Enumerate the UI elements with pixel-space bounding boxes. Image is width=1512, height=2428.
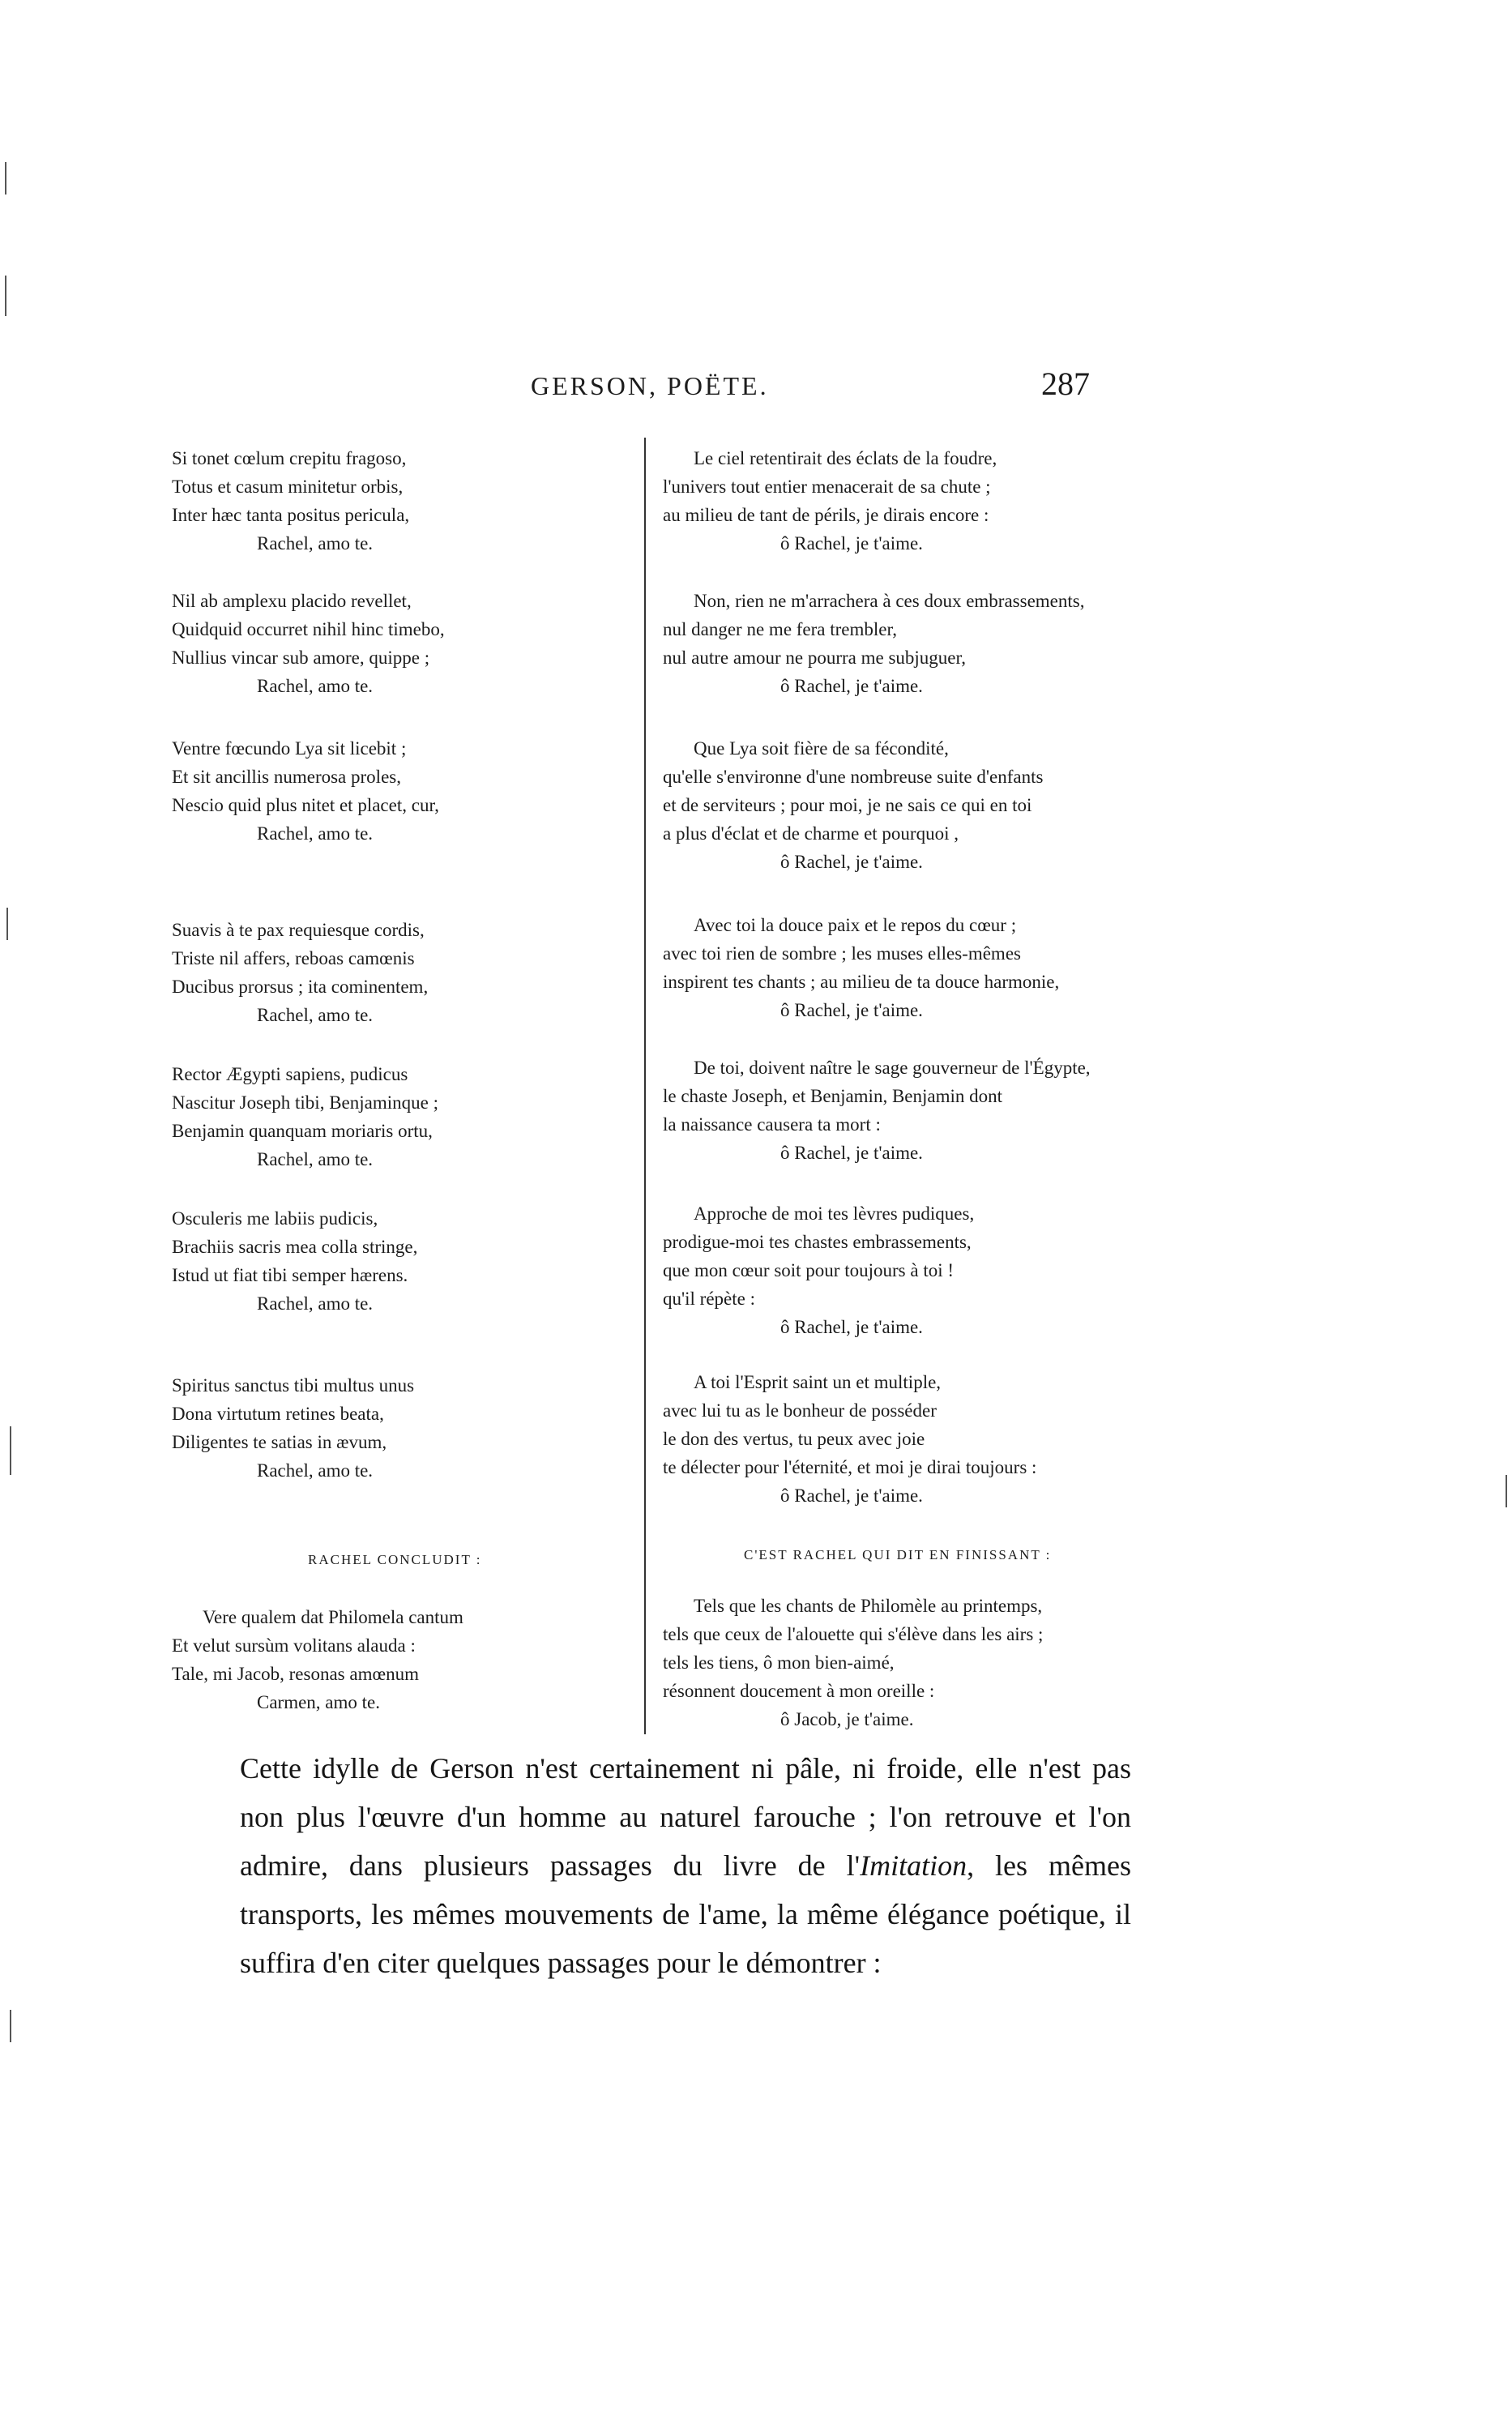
- verse-line: que mon cœur soit pour toujours à toi !: [663, 1260, 955, 1280]
- verse-line: Spiritus sanctus tibi multus unus: [172, 1375, 415, 1396]
- verse-line: Benjamin quanquam moriaris ortu,: [172, 1121, 433, 1141]
- latin-stanza-7: [172, 1371, 553, 1485]
- verse-line: Istud ut fiat tibi semper hærens.: [172, 1265, 408, 1285]
- refrain-line: Rachel, amo te.: [257, 1460, 374, 1481]
- verse-line: A toi l'Esprit saint un et multiple,: [694, 1372, 942, 1392]
- verse-line: Totus et casum minitetur orbis,: [172, 477, 404, 497]
- refrain-line: ô Jacob, je t'aime.: [780, 1709, 914, 1729]
- verse-line: inspirent tes chants ; au milieu de ta douce harmonie,: [663, 972, 1060, 992]
- verse-line: nul danger ne me fera trembler,: [663, 619, 897, 639]
- verse-line: avec toi rien de sombre ; les muses elles-mêmes: [663, 943, 1021, 964]
- refrain-line: ô Rachel, je t'aime.: [780, 852, 923, 872]
- french-stanza-5: [663, 1054, 1181, 1167]
- verse-line: qu'elle s'environne d'une nombreuse suite d'enfants: [663, 767, 1044, 787]
- verse-line: Suavis à te pax requiesque cordis,: [172, 920, 425, 940]
- verse-line: Rector Ægypti sapiens, pudicus: [172, 1064, 408, 1084]
- refrain-line: Rachel, amo te.: [257, 533, 374, 554]
- latin-stanza-4: [172, 916, 553, 1029]
- verse-line: Tels que les chants de Philomèle au printemps,: [694, 1596, 1043, 1616]
- verse-line: prodigue-moi tes chastes embrassements,: [663, 1232, 972, 1252]
- verse-line: Nescio quid plus nitet et placet, cur,: [172, 795, 439, 815]
- latin-conclusion-heading: [172, 1548, 553, 1572]
- verse-line: tels que ceux de l'alouette qui s'élève dans les airs ;: [663, 1624, 1044, 1644]
- latin-stanza-5: [172, 1060, 553, 1173]
- verse-line: Le ciel retentirait des éclats de la foudre,: [694, 448, 997, 468]
- page-number: 287: [1041, 365, 1090, 402]
- verse-line: a plus d'éclat et de charme et pourquoi ,: [663, 823, 959, 844]
- french-stanza-6: [663, 1199, 1181, 1341]
- french-stanza-1: [663, 444, 1181, 558]
- verse-line: Et velut sursùm volitans alauda :: [172, 1635, 416, 1656]
- refrain-line: ô Rachel, je t'aime.: [780, 1317, 923, 1337]
- verse-line: tels les tiens, ô mon bien-aimé,: [663, 1652, 895, 1673]
- verse-line: et de serviteurs ; pour moi, je ne sais ce qui en toi: [663, 795, 1032, 815]
- verse-line: Nil ab amplexu placido revellet,: [172, 591, 412, 611]
- latin-stanza-6: [172, 1204, 553, 1318]
- verse-line: Nascitur Joseph tibi, Benjaminque ;: [172, 1092, 438, 1113]
- commentary-text: [240, 1744, 1131, 1987]
- scan-edge-mark: [10, 2010, 11, 2042]
- latin-stanza-1: [172, 444, 553, 558]
- refrain-line: Rachel, amo te.: [257, 1149, 374, 1169]
- refrain-line: Rachel, amo te.: [257, 1293, 374, 1314]
- commentary-paragraph: [240, 1744, 1131, 1987]
- verse-line: Diligentes te satias in ævum,: [172, 1432, 387, 1452]
- verse-line: Tale, mi Jacob, resonas amœnum: [172, 1664, 419, 1684]
- scan-edge-mark: [5, 276, 6, 316]
- verse-line: avec lui tu as le bonheur de posséder: [663, 1400, 937, 1421]
- verse-line: Inter hæc tanta positus pericula,: [172, 505, 410, 525]
- scan-edge-mark: [5, 162, 6, 194]
- scan-edge-mark: [10, 1426, 11, 1475]
- french-stanza-7: [663, 1368, 1181, 1510]
- refrain-line: ô Rachel, je t'aime.: [780, 676, 923, 696]
- latin-conclusion: [172, 1603, 553, 1716]
- verse-line: Que Lya soit fière de sa fécondité,: [694, 738, 949, 759]
- verse-line: te délecter pour l'éternité, et moi je dirai toujours :: [663, 1457, 1037, 1477]
- french-conclusion-heading: [663, 1543, 1181, 1567]
- scan-edge-mark: [1506, 1475, 1507, 1507]
- refrain-line: ô Rachel, je t'aime.: [780, 1000, 923, 1020]
- refrain-line: ô Rachel, je t'aime.: [780, 1485, 923, 1506]
- french-stanza-4: [663, 911, 1181, 1024]
- verse-line: la naissance causera ta mort :: [663, 1114, 881, 1135]
- verse-line: l'univers tout entier menacerait de sa chute ;: [663, 477, 991, 497]
- verse-line: Avec toi la douce paix et le repos du cœur ;: [694, 915, 1017, 935]
- verse-line: Approche de moi tes lèvres pudiques,: [694, 1203, 975, 1224]
- verse-line: Dona virtutum retines beata,: [172, 1404, 384, 1424]
- verse-line: Osculeris me labiis pudicis,: [172, 1208, 378, 1229]
- refrain-line: Rachel, amo te.: [257, 823, 374, 844]
- running-title: GERSON, POËTE.: [531, 371, 769, 400]
- verse-line: De toi, doivent naître le sage gouverneur de l'Égypte,: [694, 1058, 1091, 1078]
- verse-line: qu'il répète :: [663, 1289, 755, 1309]
- refrain-line: Carmen, amo te.: [257, 1692, 381, 1712]
- refrain-line: ô Rachel, je t'aime.: [780, 1143, 923, 1163]
- refrain-line: Rachel, amo te.: [257, 1005, 374, 1025]
- verse-line: Non, rien ne m'arrachera à ces doux embrassements,: [694, 591, 1085, 611]
- commentary-after-title: , les mêmes transports, les mêmes mouvements de l'ame, la même élégance poétique, il suffira d'en citer quelques passages pour le démontrer :: [240, 1849, 1131, 1979]
- verse-line: Ducibus prorsus ; ita cominentem,: [172, 977, 429, 997]
- scan-edge-mark: [6, 908, 8, 940]
- verse-line: nul autre amour ne pourra me subjuguer,: [663, 648, 966, 668]
- refrain-line: ô Rachel, je t'aime.: [780, 533, 923, 554]
- column-divider: [644, 438, 646, 1734]
- verse-line: Ventre fœcundo Lya sit licebit ;: [172, 738, 407, 759]
- section-heading: RACHEL CONCLUDIT :: [308, 1552, 482, 1567]
- verse-line: Triste nil affers, reboas camœnis: [172, 948, 415, 968]
- verse-line: Si tonet cœlum crepitu fragoso,: [172, 448, 407, 468]
- section-heading: C'EST RACHEL QUI DIT EN FINISSANT :: [744, 1547, 1052, 1562]
- verse-line: Quidquid occurret nihil hinc timebo,: [172, 619, 445, 639]
- page-header: [0, 365, 1512, 420]
- french-stanza-3: [663, 734, 1181, 876]
- verse-line: résonnent doucement à mon oreille :: [663, 1681, 935, 1701]
- book-title: Imitation: [860, 1849, 967, 1882]
- verse-line: le chaste Joseph, et Benjamin, Benjamin dont: [663, 1086, 1003, 1106]
- verse-line: Nullius vincar sub amore, quippe ;: [172, 648, 430, 668]
- refrain-line: Rachel, amo te.: [257, 676, 374, 696]
- french-stanza-2: [663, 587, 1181, 700]
- latin-stanza-2: [172, 587, 553, 700]
- french-conclusion: [663, 1592, 1181, 1733]
- verse-line: le don des vertus, tu peux avec joie: [663, 1429, 925, 1449]
- latin-stanza-3: [172, 734, 553, 848]
- verse-line: Brachiis sacris mea colla stringe,: [172, 1237, 418, 1257]
- verse-line: Et sit ancillis numerosa proles,: [172, 767, 401, 787]
- commentary-before-title: Cette idylle de Gerson n'est certainement ni pâle, ni froide, elle n'est pas non plus l'œuvre d'un homme au naturel farouche ; l'on retrouve et l'on admire, dans plusieurs passages du livre de l': [240, 1752, 1131, 1882]
- verse-line: Vere qualem dat Philomela cantum: [203, 1607, 463, 1627]
- verse-line: au milieu de tant de périls, je dirais encore :: [663, 505, 989, 525]
